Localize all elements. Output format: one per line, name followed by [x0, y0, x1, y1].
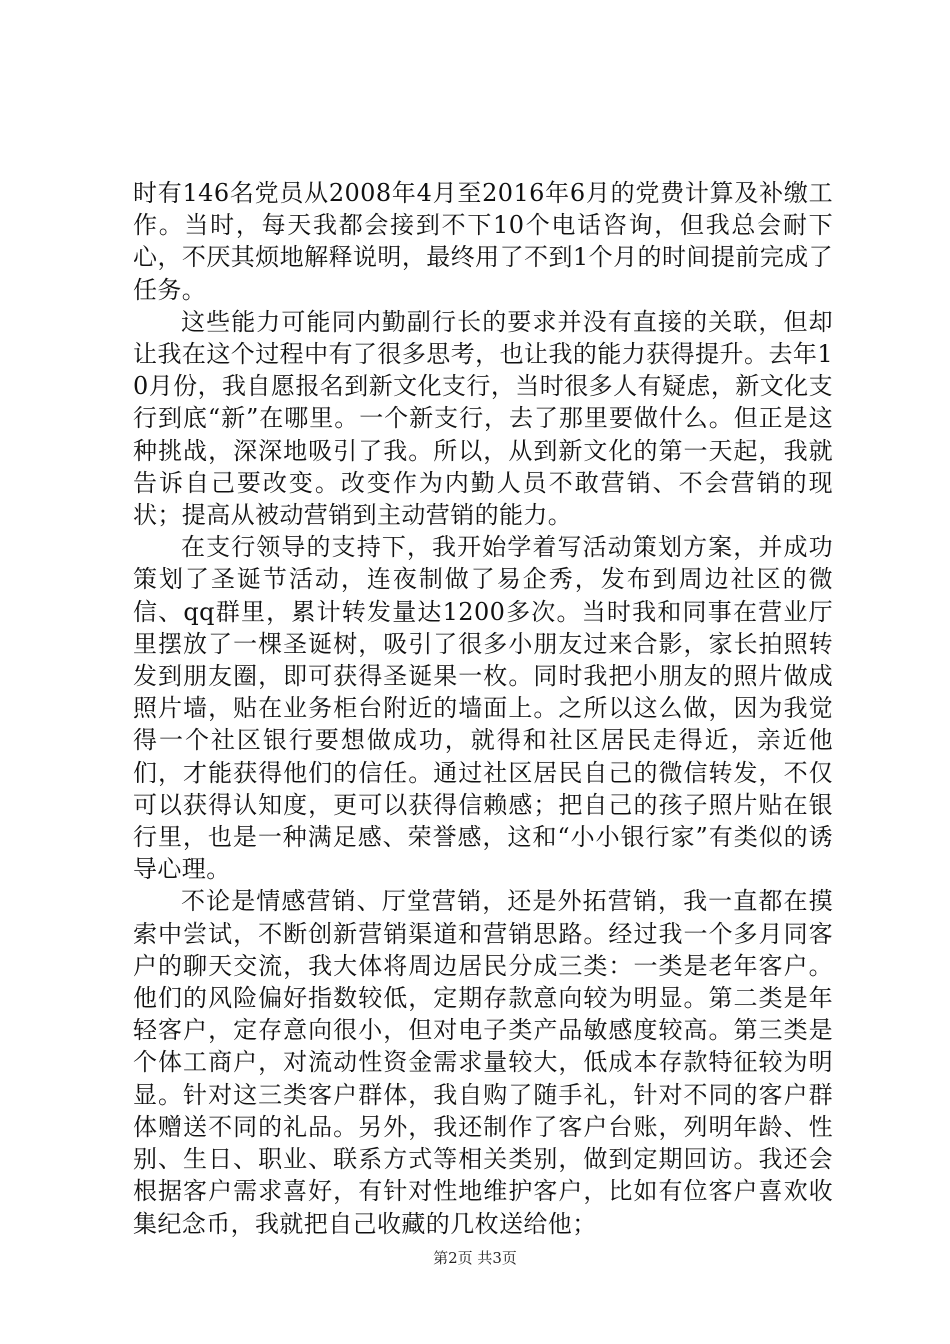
paragraph-1: 时有146名党员从2008年4月至2016年6月的党费计算及补缴工作。当时，每天我都会接到不下10个电话咨询，但我总会耐下心，不厌其烦地解释说明，最终用了不到1个月的时间提前完成了任务。	[133, 179, 833, 304]
paragraph-4: 不论是情感营销、厅堂营销，还是外拓营销，我一直都在摸索中尝试，不断创新营销渠道和营销思路。经过我一个多月同客户的聊天交流，我大体将周边居民分成三类：一类是老年客户。他们的风险偏好指数较低，定期存款意向较为明显。第二类是年轻客户，定存意向很小，但对电子类产品敏感度较高。第三类是个体工商户，对流动性资金需求量较大，低成本存款特征较为明显。针对这三类客户群体，我自购了随手礼，针对不同的客户群体赠送不同的礼品。另外，我还制作了客户台账，列明年龄、性别、生日、职业、联系方式等相关类别，做到定期回访。我还会根据客户需求喜好，有针对性地维护客户，比如有位客户喜欢收集纪念币，我就把自己收藏的几枚送给他；	[133, 887, 833, 1238]
page-number-footer: 第2页 共3页	[433, 1249, 517, 1267]
paragraph-3: 在支行领导的支持下，我开始学着写活动策划方案，并成功策划了圣诞节活动，连夜制做了易企秀，发布到周边社区的微信、qq群里，累计转发量达1200多次。当时我和同事在营业厅里摆放了一棵圣诞树，吸引了很多小朋友过来合影，家长拍照转发到朋友圈，即可获得圣诞果一枚。同时我把小朋友的照片做成照片墙，贴在业务柜台附近的墙面上。之所以这么做，因为我觉得一个社区银行要想做成功，就得和社区居民走得近，亲近他们，才能获得他们的信任。通过社区居民自己的微信转发，不仅可以获得认知度，更可以获得信赖感；把自己的孩子照片贴在银行里，也是一种满足感、荣誉感，这和“小小银行家”有类似的诱导心理。	[133, 533, 833, 884]
paragraph-2: 这些能力可能同内勤副行长的要求并没有直接的关联，但却让我在这个过程中有了很多思考，也让我的能力获得提升。去年10月份，我自愿报名到新文化支行，当时很多人有疑虑，新文化支行到底“新”在哪里。一个新支行，去了那里要做什么。但正是这种挑战，深深地吸引了我。所以，从到新文化的第一天起，我就告诉自己要改变。改变作为内勤人员不敢营销、不会营销的现状；提高从被动营销到主动营销的能力。	[133, 307, 833, 530]
document-body	[133, 177, 833, 1240]
